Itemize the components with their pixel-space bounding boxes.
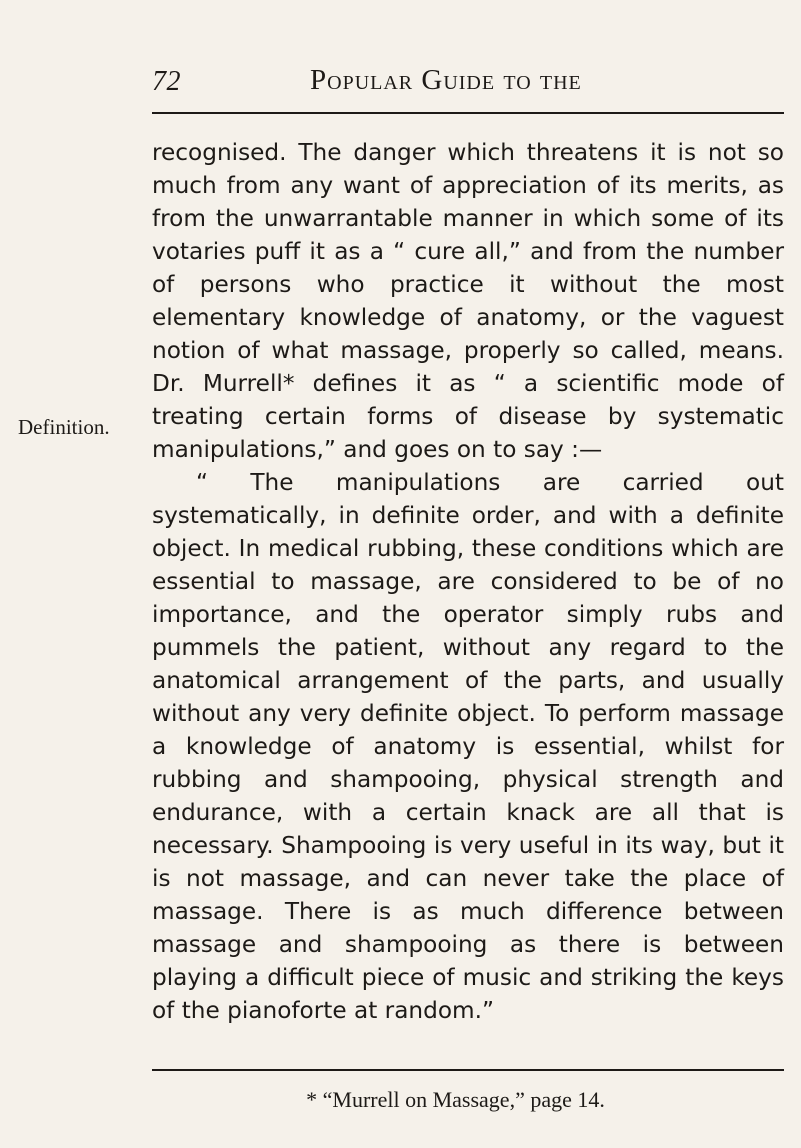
page-number: 72	[152, 66, 181, 97]
paragraph-intro: recognised. The danger which threatens it is not so much from any want of appreciation of its merits, as from the unwarrantable manner in which some of its votaries puff it as a “ cure all,” and from the number of persons who practice it without the most elementary knowledge of anatomy, or the vaguest notion of what massage, properly so called, means. Dr. Murrell* defines it as “ a scientific mode of treating certain forms of disease by systematic manipulations,” and goes on to say :—	[152, 139, 784, 463]
header-rule	[152, 112, 784, 114]
running-title: Popular Guide to the	[310, 64, 582, 96]
paragraph-quote: “ The manipulations are carried out systematically, in definite order, and with a definite object. In medical rubbing, these conditions which are essential to massage, are considered to be of no importance, and the operator simply rubs and pummels the patient, without any regard to the anatomical arrangement of the parts, and usually without any very definite object. To perform massage a knowledge of anatomy is essential, whilst for rubbing and shampooing, physical strength and endurance, with a certain knack are all that is necessary. Shampooing is very useful in its way, but it is not massage, and can never take the place of massage. There is as much difference between massage and shampooing as there is between playing a difficult piece of music and striking the keys of the pianoforte at random.”	[152, 469, 784, 1024]
page-header	[0, 0, 801, 120]
footnote-rule	[152, 1069, 784, 1071]
margin-note-definition: Definition.	[18, 415, 110, 439]
body-text	[152, 136, 784, 1027]
footnote: * “Murrell on Massage,” page 14.	[306, 1087, 605, 1112]
